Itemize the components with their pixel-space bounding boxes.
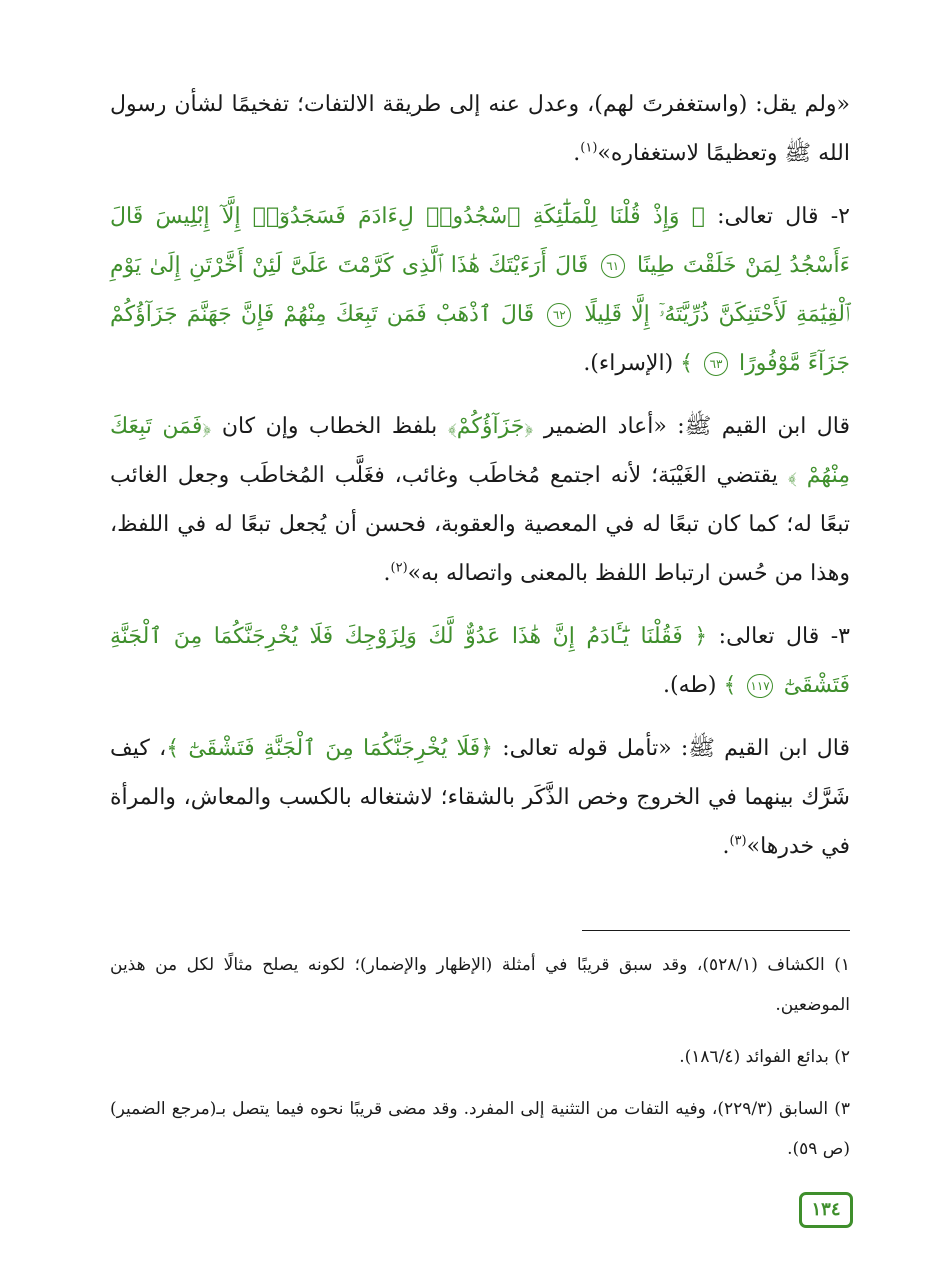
footnote-ref-3[interactable]: (٣) xyxy=(729,833,747,849)
paragraph-4 xyxy=(110,612,850,710)
quran-bracket-close: ﴾ xyxy=(723,673,744,698)
quran-bracket-close: ﴾ xyxy=(787,463,807,488)
quran-bracket-open: ﴿ xyxy=(691,204,705,229)
footnote-3: ٣) السابق (٢٢٩/٣)، وفيه التفات من التثنية إلى المفرد. وقد مضى قريبًا نحوه فيما يتصل بـ(مرجع الضمير) (ص ٥٩). xyxy=(110,1099,850,1159)
quran-quote: فَمَن تَبِعَكَ مِنْهُمْ xyxy=(110,414,850,488)
ayah-number-marker: ٦١ xyxy=(601,254,625,278)
quran-bracket-open: ﴿ xyxy=(202,414,212,439)
quran-bracket-open: ﴿ xyxy=(480,736,494,761)
ayah-number-marker: ٦٣ xyxy=(704,352,728,376)
footnote-divider xyxy=(582,930,850,931)
quran-bracket-open: ﴿ xyxy=(694,624,708,649)
footnote-1: ١) الكشاف (٥٢٨/١)، وقد سبق قريبًا في أمثلة (الإظهار والإضمار)؛ لكونه يصلح مثالًا لكل من هذين الموضعين. xyxy=(110,955,850,1015)
ayah-number-marker: ٦٢ xyxy=(547,303,571,327)
quran-verse-text: فَقُلْنَا يَٰٓـَٔادَمُ إِنَّ هَٰذَا عَدُوٌّ لَّكَ وَلِزَوْجِكَ فَلَا يُخْرِجَنَّكُمَا مِنَ ٱلْجَنَّةِ فَتَشْقَىٰٓ xyxy=(110,624,850,698)
quran-verse-text: قَالَ ٱذْهَبْ فَمَن تَبِعَكَ مِنْهُمْ فَإِنَّ جَهَنَّمَ جَزَآؤُكُمْ جَزَآءً مَّوْفُورًا xyxy=(110,302,850,376)
paragraph-5: قال ابن القيم ﷺ: «تأمل قوله تعالى: ﴿فَلَا يُخْرِجَنَّكُمَا مِنَ ٱلْجَنَّةِ فَتَشْقَىٰٓ ﴾، كيف شَرَّك بينهما في الخروج وخص الذَّكَر بالشقاء؛ لاشتغاله بالكسب والمعاش، والمرأة في خدرها»$^{(٣)}$. xyxy=(110,736,850,859)
quran-bracket-open: ﴿ xyxy=(524,414,534,439)
paragraph-3: قال ابن القيم ﷺ: «أعاد الضمير ﴿جَزَآؤُكُمْ﴾ بلفظ الخطاب وإن كان ﴿فَمَن تَبِعَكَ مِنْهُمْ ﴾ يقتضي الغَيْبَة؛ لأنه اجتمع مُخاطَب وغائب، فغَلَّب المُخاطَب وجعل الغائب تبعًا له؛ كما كان تبعًا له في المعصية والعقوبة، فحسن أن يُجعل تبعًا له في اللفظ، وهذا من حُسن ارتباط اللفظ بالمعنى واتصاله به»$^{(٢)}$. xyxy=(110,414,850,586)
quran-bracket-close: ﴾ xyxy=(680,351,701,376)
page-number: ١٣٤ xyxy=(799,1192,853,1228)
surah-reference: (الإسراء). xyxy=(583,351,681,376)
footnote-2: ٢) بدائع الفوائد (١٨٦/٤). xyxy=(679,1047,850,1067)
quran-verse-text: قَالَ أَرَءَيْتَكَ هَٰذَا ٱلَّذِى كَرَّمْتَ عَلَىَّ لَئِنْ أَخَّرْتَنِ إِلَىٰ يَوْمِ ٱلْقِيَٰمَةِ لَأَحْتَنِكَنَّ ذُرِّيَّتَهُۥٓ إِلَّا قَلِيلًا xyxy=(110,253,850,327)
item-lead: ٢- قال تعالى: xyxy=(704,204,850,229)
quran-quote: فَلَا يُخْرِجَنَّكُمَا مِنَ ٱلْجَنَّةِ فَتَشْقَىٰٓ xyxy=(188,736,481,761)
footnote-ref-2[interactable]: (٢) xyxy=(390,560,408,576)
ayah-number-marker: ١١٧ xyxy=(747,674,772,698)
item-lead: ٣- قال تعالى: xyxy=(707,624,850,649)
quran-bracket-close: ﴾ xyxy=(447,414,457,439)
paragraph-1: «ولم يقل: (واستغفرتَ لهم)، وعدل عنه إلى طريقة الالتفات؛ تفخيمًا لشأن رسول الله ﷺ وتعظيمًا لاستغفاره»$^{(١)}$. xyxy=(110,92,850,166)
paragraph-2 xyxy=(110,192,850,388)
quran-quote: جَزَآؤُكُمْ xyxy=(456,414,525,439)
main-content xyxy=(110,80,850,885)
surah-reference: (طه). xyxy=(663,673,724,698)
footnotes xyxy=(110,945,850,1181)
quran-bracket-close: ﴾ xyxy=(166,736,189,761)
footnote-ref-1[interactable]: (١) xyxy=(580,140,598,156)
quran-verse-text: وَإِذْ قُلْنَا لِلْمَلَٰٓئِكَةِ ٱسْجُدُوا۟ لِءَادَمَ فَسَجَدُوٓا۟ إِلَّآ إِبْلِيسَ قَالَ ءَأَسْجُدُ لِمَنْ خَلَقْتَ طِينًا xyxy=(110,204,851,278)
paragraph-text: «ولم يقل: (واستغفرتَ لهم)، وعدل عنه إلى طريقة الالتفات؛ تفخيمًا لشأن رسول الله ﷺ وتعظيمًا لاستغفاره» xyxy=(110,92,850,166)
